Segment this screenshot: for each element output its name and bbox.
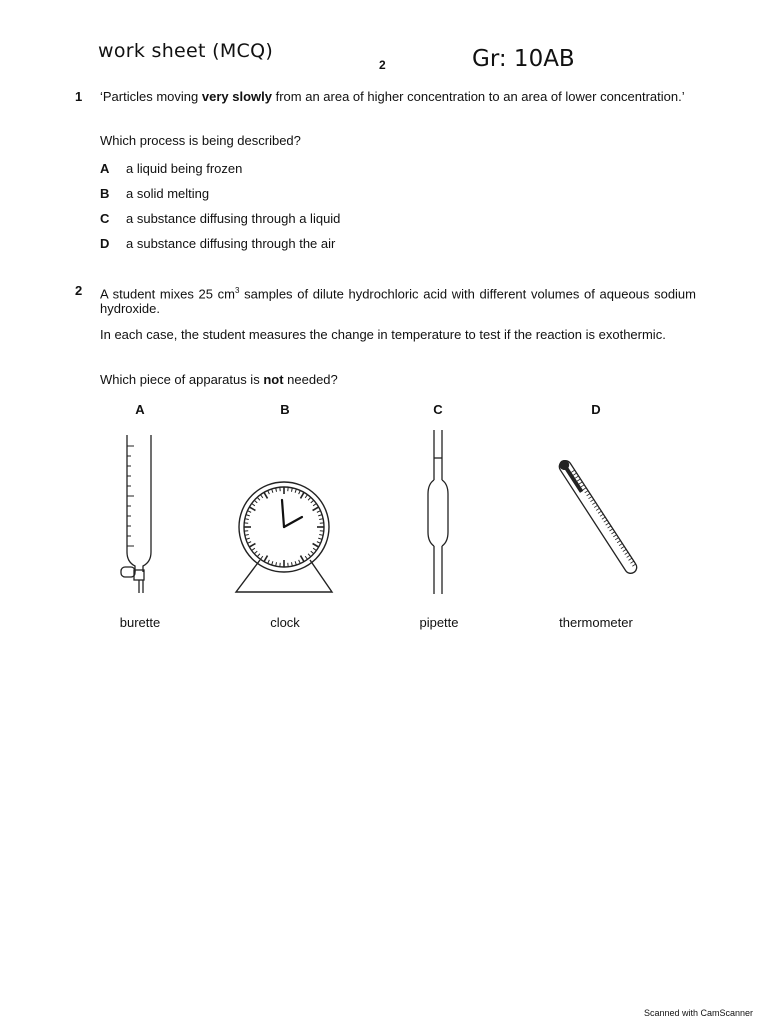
grade-label: Gr: 10AB <box>472 46 575 72</box>
question-2-paragraph: In each case, the student measures the change in temperature to test if the reaction is exothermic. <box>100 327 666 342</box>
q2-stem-superscript: 3 <box>235 286 240 295</box>
question-2-stem <box>100 283 696 316</box>
q2-stem-part: samples of dilute hydrochloric acid with different volumes of aqueous sodium hydroxide. <box>100 286 696 317</box>
apparatus-c-letter: C <box>433 402 443 417</box>
burette-icon <box>110 430 170 600</box>
question-1-stem <box>100 89 696 104</box>
q2-prompt-part: Which piece of apparatus is <box>100 372 264 387</box>
apparatus-a-letter: A <box>135 402 145 417</box>
thermometer-icon <box>540 445 655 590</box>
apparatus-b-name: clock <box>270 615 300 630</box>
q1-option-c-text: a substance diffusing through a liquid <box>126 211 341 226</box>
apparatus-a-name: burette <box>119 615 161 630</box>
apparatus-d-name: thermometer <box>559 615 633 630</box>
question-1-prompt: Which process is being described? <box>100 133 301 148</box>
page-number: 2 <box>379 58 386 72</box>
scanner-watermark: Scanned with CamScanner <box>643 1008 753 1018</box>
q1-option-a-text: a liquid being frozen <box>126 161 243 176</box>
apparatus-b-letter: B <box>280 402 290 417</box>
q1-option-d-text: a substance diffusing through the air <box>126 236 336 251</box>
q2-prompt-bold: not <box>263 372 284 387</box>
clock-icon <box>230 482 340 597</box>
q1-stem-bold: very slowly <box>201 89 272 104</box>
question-1-number: 1 <box>75 89 83 104</box>
q1-stem-part: from an area of higher concentration to an area of lower concentration.’ <box>271 89 685 104</box>
apparatus-d-letter: D <box>591 402 601 417</box>
q1-stem-part: ‘Particles moving <box>100 89 202 104</box>
q1-option-b-letter: B <box>100 186 110 201</box>
q1-option-c-letter: C <box>100 211 110 226</box>
worksheet-title: work sheet (MCQ) <box>98 40 274 62</box>
q1-option-b-text: a solid melting <box>126 186 210 201</box>
question-2-number: 2 <box>75 283 83 298</box>
q2-prompt-part: needed? <box>283 372 338 387</box>
q2-stem-part: A student mixes 25 cm <box>100 286 236 302</box>
q1-option-a-letter: A <box>100 161 110 176</box>
question-2-prompt <box>100 372 338 387</box>
apparatus-c-name: pipette <box>419 615 459 630</box>
pipette-icon <box>420 428 460 598</box>
q1-option-d-letter: D <box>100 236 110 251</box>
